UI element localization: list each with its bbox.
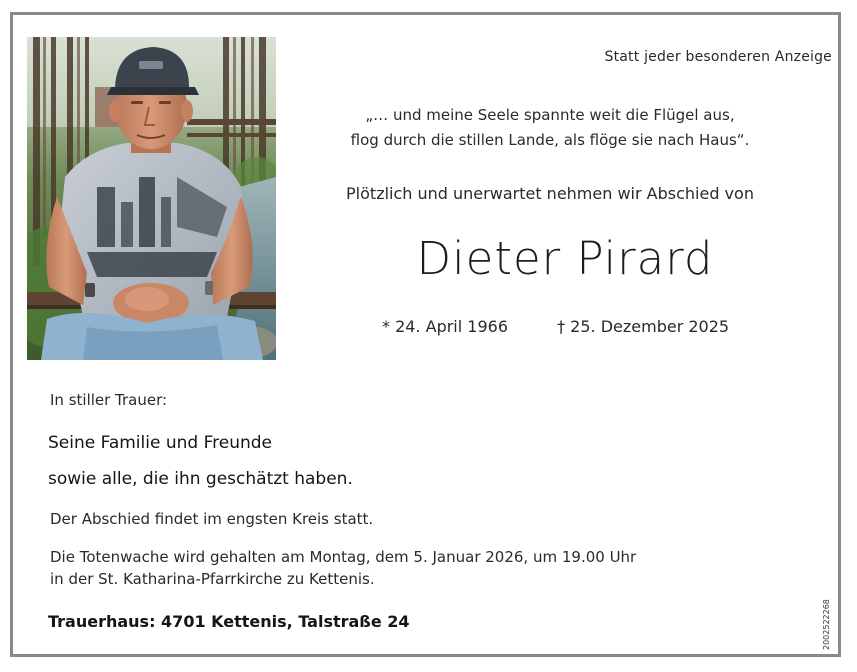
death-date: † 25. Dezember 2025 <box>557 317 730 336</box>
farewell-intro: Plötzlich und unerwartet nehmen wir Abschied von <box>346 184 754 203</box>
wake-line: Die Totenwache wird gehalten am Montag, dem 5. Januar 2026, um 19.00 Uhr <box>50 548 637 566</box>
memorial-quote <box>290 103 810 153</box>
header-note: Statt jeder besonderen Anzeige <box>604 49 832 65</box>
mourners-line: Seine Familie und Freunde <box>48 433 272 453</box>
birth-date: * 24. April 1966 <box>382 317 508 336</box>
portrait-photo <box>27 37 276 360</box>
mourners-label: In stiller Trauer: <box>50 391 168 409</box>
deceased-name: Dieter Pirard <box>416 232 714 285</box>
quote-line: flog durch die stillen Lande, als flöge sie nach Haus“. <box>350 131 750 149</box>
wake-info <box>50 546 636 590</box>
wake-line: in der St. Katharina-Pfarrkirche zu Kettenis. <box>50 570 375 588</box>
farewell-info: Der Abschied findet im engsten Kreis statt. <box>50 510 374 528</box>
life-dates <box>382 317 729 336</box>
ad-code: 2002522268 <box>822 599 831 650</box>
quote-line: „… und meine Seele spannte weit die Flügel aus, <box>365 106 735 124</box>
mourners-list <box>48 425 353 497</box>
mourning-house: Trauerhaus: 4701 Kettenis, Talstraße 24 <box>48 612 410 631</box>
mourners-line: sowie alle, die ihn geschätzt haben. <box>48 469 353 489</box>
